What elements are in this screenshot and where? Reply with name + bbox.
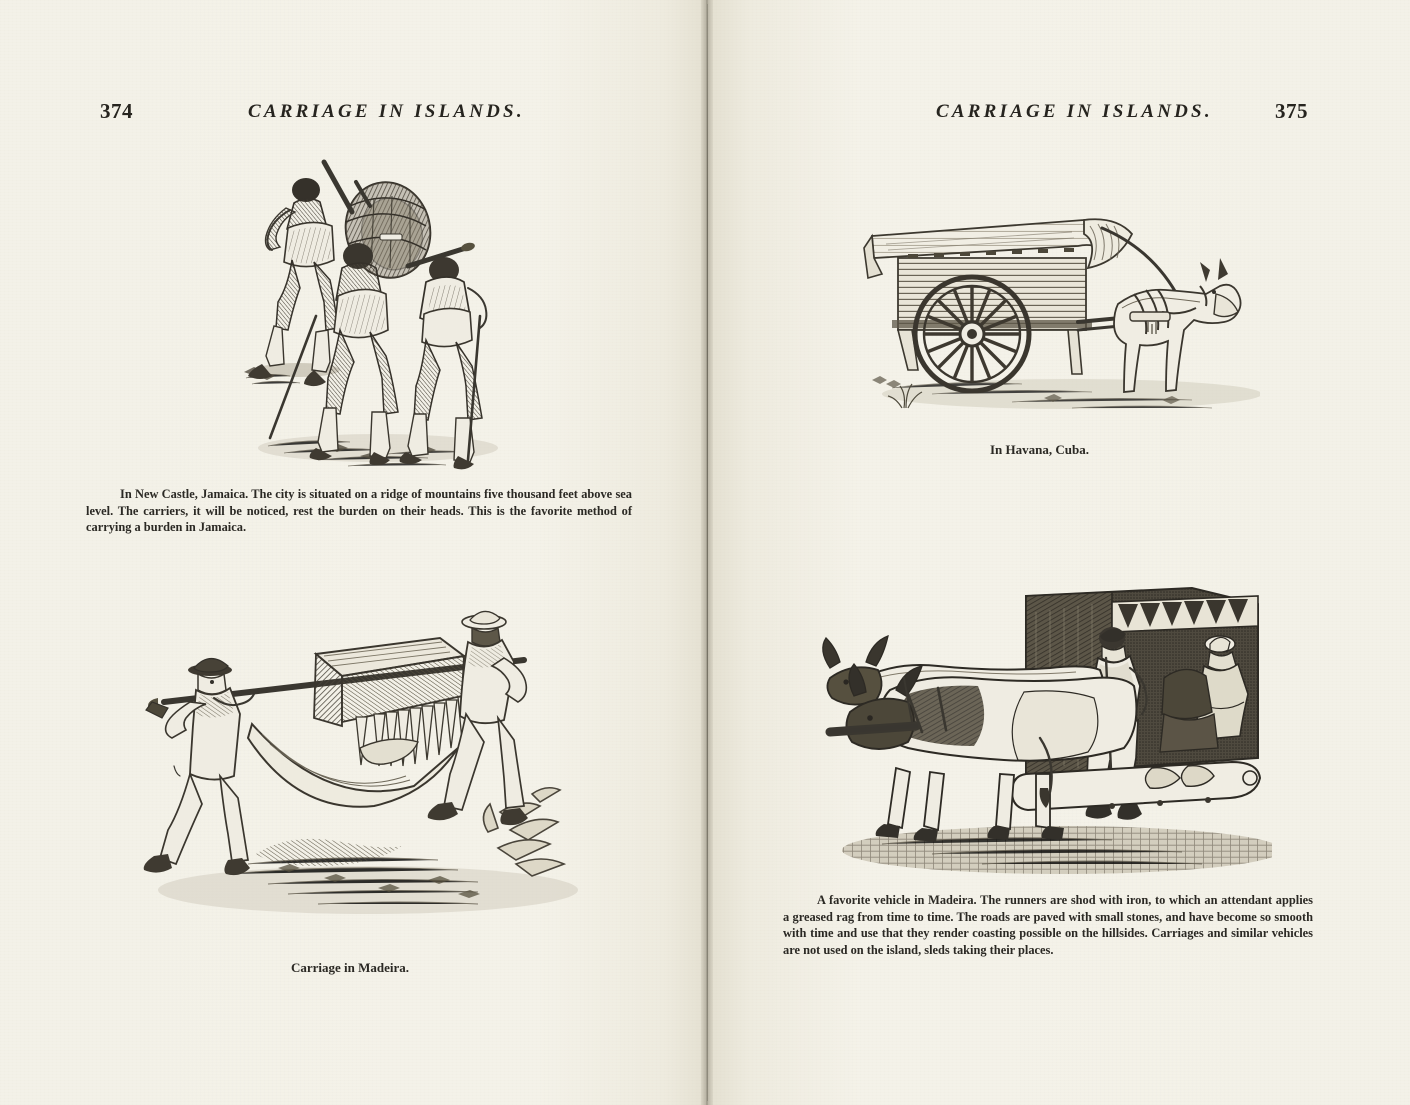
caption-jamaica-carriers (86, 486, 632, 536)
figure-havana-cart (862, 162, 1260, 420)
caption-text: In New Castle, Jamaica. The city is situated on a ridge of mountains five thousand feet above sea level. The carriers, it will be noticed, rest the burden on their heads. This is the favorite method of carrying a burden in Jamaica. (86, 487, 632, 535)
caption-havana-cart: In Havana, Cuba. (990, 442, 1089, 457)
caption-madeira-ox-sled (783, 892, 1313, 958)
caption-text: A favorite vehicle in Madeira. The runners are shod with iron, to which an attendant applies a greased rag from time to time. The roads are paved with small stones, and have become so smooth with time and use that they render coasting possible on the hillsides. Carriages and similar vehicles are not used on the island, sleds taking their places. (783, 893, 1313, 957)
carrier-left (248, 178, 338, 386)
running-head-right: CARRIAGE IN ISLANDS. (936, 101, 1213, 122)
figure-madeira-palanquin (128, 598, 584, 932)
running-head-left: CARRIAGE IN ISLANDS. (248, 101, 525, 122)
mule (1114, 258, 1241, 392)
figure-jamaica-carriers (228, 148, 512, 470)
cart-wheel (915, 277, 1029, 391)
page-number-left: 374 (100, 99, 133, 123)
ground-hatching (872, 376, 1260, 409)
book-gutter-line (707, 4, 708, 1101)
page-number-right: 375 (1275, 99, 1308, 123)
caption-madeira-carriage: Carriage in Madeira. (291, 960, 410, 975)
figure-madeira-ox-sled (812, 582, 1272, 882)
